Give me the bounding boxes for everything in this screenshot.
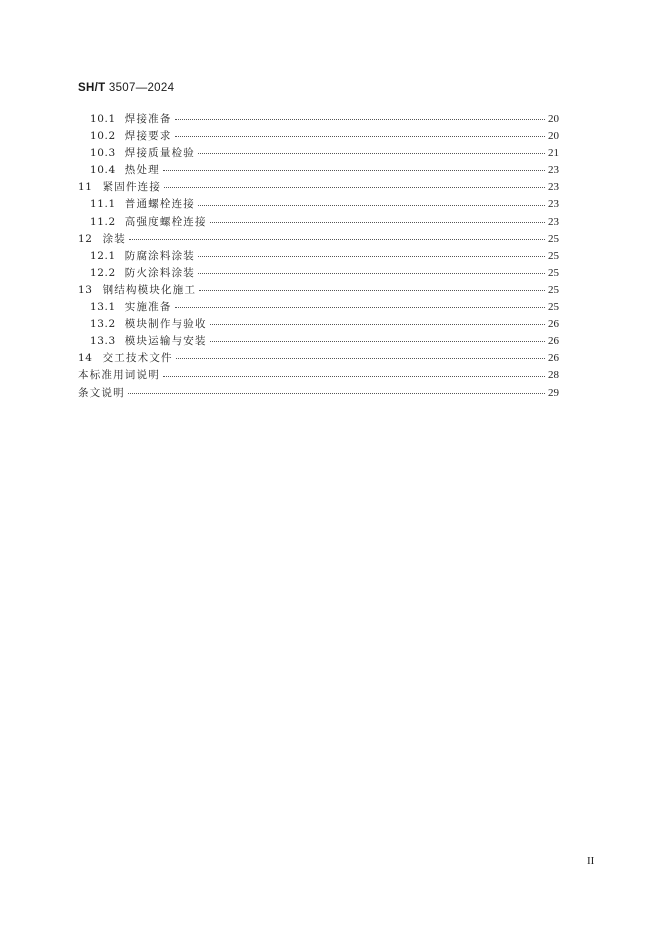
toc-entry[interactable] <box>78 316 559 333</box>
page-number: II <box>587 855 595 867</box>
toc-entry-title: 钢结构模块化施工 <box>102 283 197 296</box>
toc-entry-number: 11.1 <box>90 198 116 211</box>
toc-entry-number: 13.1 <box>90 301 116 314</box>
toc-dot-leader <box>198 256 545 257</box>
toc-entry-number: 10.1 <box>90 113 116 125</box>
toc-entry[interactable] <box>78 385 559 402</box>
toc-entry[interactable] <box>78 299 559 316</box>
toc-entry-page: 29 <box>548 386 559 399</box>
toc-dot-leader <box>128 393 545 394</box>
toc-dot-leader <box>175 136 545 137</box>
toc-entry[interactable] <box>78 162 559 179</box>
toc-entry-title: 交工技术文件 <box>102 352 173 365</box>
toc-entry-page: 23 <box>548 198 559 211</box>
toc-entry-page: 25 <box>548 283 559 296</box>
toc-entry-number: 12.2 <box>90 266 116 279</box>
toc-entry-title: 本标准用词说明 <box>78 369 160 382</box>
toc-dot-leader <box>210 324 545 325</box>
toc-entry-page: 25 <box>548 232 559 245</box>
toc-entry-title: 模块制作与验收 <box>124 318 207 331</box>
toc-entry-page: 25 <box>548 301 559 314</box>
standard-number: 3507—2024 <box>108 82 175 94</box>
toc-dot-leader <box>175 307 545 308</box>
toc-entry-number: 14 <box>78 352 93 365</box>
toc-entry-title: 焊接准备 <box>124 113 172 125</box>
toc-entry-title: 焊接要求 <box>124 130 172 143</box>
toc-dot-leader <box>129 239 545 240</box>
toc-entry[interactable] <box>78 214 559 231</box>
toc-dot-leader <box>175 119 545 120</box>
toc-entry-title: 条文说明 <box>78 386 125 399</box>
toc-entry-page: 26 <box>548 318 559 331</box>
toc-entry-title: 热处理 <box>124 164 160 177</box>
toc-entry-page: 28 <box>548 369 559 382</box>
toc-entry[interactable] <box>78 265 559 282</box>
toc-entry-number: 10.2 <box>90 130 116 143</box>
toc-entry-page: 26 <box>548 335 559 348</box>
toc-entry[interactable] <box>78 196 559 213</box>
toc-entry-number: 12 <box>78 232 93 245</box>
toc-entry[interactable] <box>78 350 559 367</box>
toc-entry-page: 23 <box>548 164 559 177</box>
toc-dot-leader <box>199 290 545 291</box>
toc-entry[interactable] <box>78 367 559 384</box>
toc-entry-title: 普通螺栓连接 <box>124 198 195 211</box>
toc-entry-page: 25 <box>548 249 559 262</box>
toc-entry-page: 23 <box>548 181 559 194</box>
toc-entry-page: 25 <box>548 266 559 279</box>
toc-dot-leader <box>210 222 545 223</box>
toc-entry-number: 10.3 <box>90 147 116 160</box>
toc-entry-page: 26 <box>548 352 559 365</box>
toc-dot-leader <box>164 187 545 188</box>
toc-dot-leader <box>210 341 545 342</box>
toc-entry[interactable] <box>78 145 559 162</box>
toc-entry[interactable] <box>78 248 559 265</box>
toc-entry[interactable] <box>78 282 559 299</box>
toc-dot-leader <box>163 170 545 171</box>
toc-entry-title: 焊接质量检验 <box>124 147 195 160</box>
table-of-contents <box>78 111 559 402</box>
toc-dot-leader <box>198 273 545 274</box>
toc-entry-number: 10.4 <box>90 164 116 177</box>
standard-code: SH/T <box>78 82 106 94</box>
toc-entry-title: 防火涂料涂装 <box>124 266 195 279</box>
toc-entry-title: 涂装 <box>102 232 126 245</box>
toc-entry-number: 13 <box>78 283 93 296</box>
toc-entry[interactable] <box>78 179 559 196</box>
toc-entry-title: 高强度螺栓连接 <box>124 215 207 228</box>
toc-entry-page: 20 <box>548 113 559 125</box>
toc-entry-page: 23 <box>548 215 559 228</box>
toc-entry-title: 实施准备 <box>124 301 172 314</box>
toc-entry-number: 13.3 <box>90 335 116 348</box>
toc-entry-number: 13.2 <box>90 318 116 331</box>
toc-dot-leader <box>198 205 545 206</box>
toc-dot-leader <box>163 376 545 377</box>
toc-entry-number: 11 <box>78 181 93 194</box>
toc-entry[interactable] <box>78 333 559 350</box>
toc-dot-leader <box>176 358 545 359</box>
toc-entry[interactable] <box>78 231 559 248</box>
toc-entry-title: 紧固件连接 <box>102 181 162 194</box>
toc-entry-title: 模块运输与安装 <box>124 335 207 348</box>
toc-entry[interactable] <box>78 128 559 145</box>
toc-entry-title: 防腐涂料涂装 <box>124 249 195 262</box>
toc-entry-number: 12.1 <box>90 249 116 262</box>
toc-entry-page: 20 <box>548 130 559 143</box>
toc-entry[interactable] <box>78 111 559 128</box>
toc-entry-page: 21 <box>548 147 559 160</box>
document-header <box>78 82 174 94</box>
toc-entry-number: 11.2 <box>90 215 116 228</box>
toc-dot-leader <box>198 153 545 154</box>
